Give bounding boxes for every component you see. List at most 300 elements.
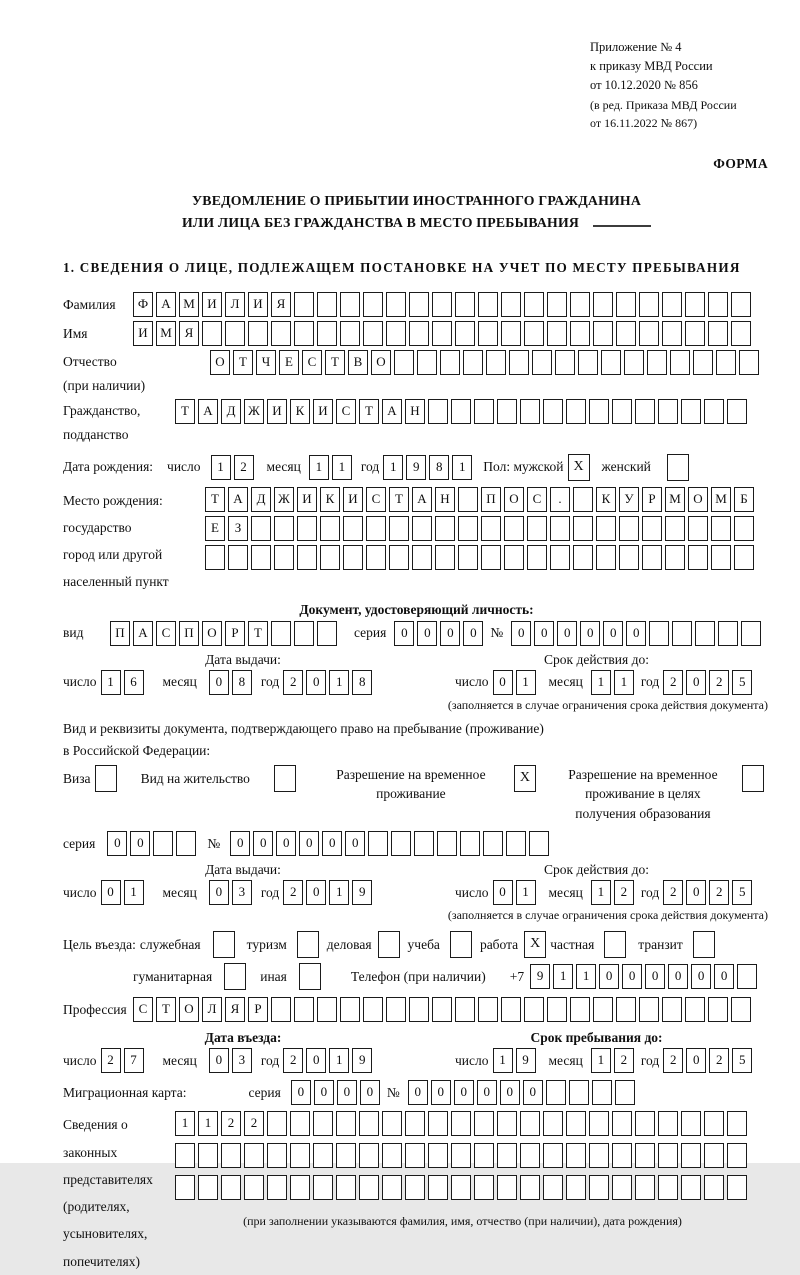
char-cell[interactable]: 9: [530, 964, 550, 989]
char-cell[interactable]: [501, 321, 521, 346]
char-cell[interactable]: О: [179, 997, 199, 1022]
iddoc-number-cells[interactable]: [511, 621, 764, 646]
char-cell[interactable]: [524, 292, 544, 317]
purpose-tourism-checkbox[interactable]: [297, 931, 319, 958]
char-cell[interactable]: [458, 545, 478, 570]
iddoc-valid-month-cells[interactable]: [591, 670, 637, 695]
char-cell[interactable]: [294, 292, 314, 317]
char-cell[interactable]: 2: [283, 1048, 303, 1073]
char-cell[interactable]: [601, 350, 621, 375]
char-cell[interactable]: 8: [352, 670, 372, 695]
char-cell[interactable]: А: [228, 487, 248, 512]
char-cell[interactable]: [317, 997, 337, 1022]
char-cell[interactable]: К: [290, 399, 310, 424]
char-cell[interactable]: С: [527, 487, 547, 512]
char-cell[interactable]: [320, 545, 340, 570]
char-cell[interactable]: Р: [225, 621, 245, 646]
profession-cells[interactable]: [133, 997, 754, 1022]
char-cell[interactable]: 1: [329, 670, 349, 695]
char-cell[interactable]: [198, 1175, 218, 1200]
char-cell[interactable]: [593, 292, 613, 317]
char-cell[interactable]: 0: [209, 1048, 229, 1073]
char-cell[interactable]: 0: [523, 1080, 543, 1105]
citizenship-cells[interactable]: [175, 399, 750, 424]
iddoc-valid-day-cells[interactable]: [493, 670, 539, 695]
char-cell[interactable]: [297, 545, 317, 570]
char-cell[interactable]: [340, 321, 360, 346]
char-cell[interactable]: [658, 1111, 678, 1136]
purpose-study-checkbox[interactable]: [450, 931, 472, 958]
char-cell[interactable]: С: [133, 997, 153, 1022]
char-cell[interactable]: 2: [614, 1048, 634, 1073]
entry-day-cells[interactable]: [101, 1048, 147, 1073]
char-cell[interactable]: [317, 621, 337, 646]
char-cell[interactable]: [555, 350, 575, 375]
char-cell[interactable]: 1: [452, 455, 472, 480]
char-cell[interactable]: 0: [463, 621, 483, 646]
resdoc-valid-day-cells[interactable]: [493, 880, 539, 905]
birthplace-cells-row1[interactable]: [205, 487, 757, 512]
char-cell[interactable]: 9: [352, 1048, 372, 1073]
char-cell[interactable]: 1: [591, 670, 611, 695]
char-cell[interactable]: [592, 1080, 612, 1105]
char-cell[interactable]: [596, 545, 616, 570]
char-cell[interactable]: [340, 997, 360, 1022]
char-cell[interactable]: [451, 1175, 471, 1200]
char-cell[interactable]: 1: [516, 670, 536, 695]
char-cell[interactable]: [527, 516, 547, 541]
char-cell[interactable]: [615, 1080, 635, 1105]
char-cell[interactable]: 1: [591, 880, 611, 905]
char-cell[interactable]: [417, 350, 437, 375]
char-cell[interactable]: [409, 321, 429, 346]
char-cell[interactable]: [596, 516, 616, 541]
char-cell[interactable]: [428, 1111, 448, 1136]
entry-month-cells[interactable]: [209, 1048, 255, 1073]
char-cell[interactable]: [570, 997, 590, 1022]
char-cell[interactable]: [153, 831, 173, 856]
char-cell[interactable]: 0: [394, 621, 414, 646]
char-cell[interactable]: 0: [360, 1080, 380, 1105]
char-cell[interactable]: [509, 350, 529, 375]
char-cell[interactable]: С: [336, 399, 356, 424]
char-cell[interactable]: [658, 1175, 678, 1200]
char-cell[interactable]: [635, 1143, 655, 1168]
char-cell[interactable]: 0: [493, 880, 513, 905]
char-cell[interactable]: [658, 399, 678, 424]
char-cell[interactable]: [504, 516, 524, 541]
char-cell[interactable]: 1: [198, 1111, 218, 1136]
char-cell[interactable]: 0: [345, 831, 365, 856]
char-cell[interactable]: [731, 292, 751, 317]
char-cell[interactable]: 0: [686, 880, 706, 905]
char-cell[interactable]: [175, 1143, 195, 1168]
char-cell[interactable]: [569, 1080, 589, 1105]
char-cell[interactable]: [547, 321, 567, 346]
char-cell[interactable]: [363, 292, 383, 317]
char-cell[interactable]: 1: [124, 880, 144, 905]
char-cell[interactable]: [681, 1111, 701, 1136]
char-cell[interactable]: [589, 1175, 609, 1200]
char-cell[interactable]: [547, 997, 567, 1022]
female-checkbox[interactable]: [667, 454, 689, 481]
char-cell[interactable]: А: [133, 621, 153, 646]
stay-month-cells[interactable]: [591, 1048, 637, 1073]
char-cell[interactable]: [205, 545, 225, 570]
char-cell[interactable]: [244, 1175, 264, 1200]
char-cell[interactable]: [202, 321, 222, 346]
char-cell[interactable]: [290, 1111, 310, 1136]
char-cell[interactable]: 0: [686, 670, 706, 695]
resdoc-number-cells[interactable]: [230, 831, 552, 856]
char-cell[interactable]: З: [228, 516, 248, 541]
iddoc-valid-year-cells[interactable]: [663, 670, 755, 695]
char-cell[interactable]: [228, 545, 248, 570]
char-cell[interactable]: 2: [709, 670, 729, 695]
char-cell[interactable]: [432, 997, 452, 1022]
char-cell[interactable]: 1: [553, 964, 573, 989]
char-cell[interactable]: 1: [591, 1048, 611, 1073]
char-cell[interactable]: [455, 292, 475, 317]
char-cell[interactable]: 1: [101, 670, 121, 695]
char-cell[interactable]: [290, 1143, 310, 1168]
char-cell[interactable]: [639, 292, 659, 317]
iddoc-issue-month-cells[interactable]: [209, 670, 255, 695]
char-cell[interactable]: [251, 545, 271, 570]
firstname-cells[interactable]: [133, 321, 754, 346]
char-cell[interactable]: [704, 1143, 724, 1168]
char-cell[interactable]: [386, 321, 406, 346]
char-cell[interactable]: 0: [603, 621, 623, 646]
char-cell[interactable]: [248, 321, 268, 346]
char-cell[interactable]: [435, 545, 455, 570]
char-cell[interactable]: [391, 831, 411, 856]
representatives-cells-row3[interactable]: [175, 1175, 750, 1200]
char-cell[interactable]: О: [504, 487, 524, 512]
char-cell[interactable]: С: [156, 621, 176, 646]
char-cell[interactable]: 0: [431, 1080, 451, 1105]
char-cell[interactable]: [566, 399, 586, 424]
char-cell[interactable]: [543, 1111, 563, 1136]
purpose-business-checkbox[interactable]: [378, 931, 400, 958]
char-cell[interactable]: 0: [209, 670, 229, 695]
char-cell[interactable]: [685, 292, 705, 317]
char-cell[interactable]: У: [619, 487, 639, 512]
char-cell[interactable]: [662, 321, 682, 346]
representatives-cells-row1[interactable]: [175, 1111, 750, 1136]
char-cell[interactable]: [271, 621, 291, 646]
iddoc-series-cells[interactable]: [394, 621, 486, 646]
char-cell[interactable]: 5: [732, 1048, 752, 1073]
char-cell[interactable]: [497, 1175, 517, 1200]
char-cell[interactable]: [520, 1143, 540, 1168]
char-cell[interactable]: М: [179, 292, 199, 317]
char-cell[interactable]: [437, 831, 457, 856]
representatives-cells-row2[interactable]: [175, 1143, 750, 1168]
purpose-other-checkbox[interactable]: [299, 963, 321, 990]
char-cell[interactable]: 1: [576, 964, 596, 989]
char-cell[interactable]: [428, 399, 448, 424]
char-cell[interactable]: [670, 350, 690, 375]
char-cell[interactable]: Я: [271, 292, 291, 317]
char-cell[interactable]: 2: [709, 1048, 729, 1073]
char-cell[interactable]: 0: [440, 621, 460, 646]
char-cell[interactable]: П: [110, 621, 130, 646]
char-cell[interactable]: [527, 545, 547, 570]
char-cell[interactable]: [685, 997, 705, 1022]
char-cell[interactable]: С: [366, 487, 386, 512]
purpose-humanitarian-checkbox[interactable]: [224, 963, 246, 990]
char-cell[interactable]: М: [665, 487, 685, 512]
char-cell[interactable]: Р: [248, 997, 268, 1022]
char-cell[interactable]: [497, 1111, 517, 1136]
char-cell[interactable]: Т: [156, 997, 176, 1022]
char-cell[interactable]: [734, 545, 754, 570]
char-cell[interactable]: [343, 545, 363, 570]
char-cell[interactable]: П: [179, 621, 199, 646]
char-cell[interactable]: С: [302, 350, 322, 375]
char-cell[interactable]: 0: [230, 831, 250, 856]
resdoc-valid-month-cells[interactable]: [591, 880, 637, 905]
char-cell[interactable]: [731, 997, 751, 1022]
char-cell[interactable]: [612, 1175, 632, 1200]
migcard-number-cells[interactable]: [408, 1080, 638, 1105]
char-cell[interactable]: [271, 321, 291, 346]
char-cell[interactable]: [458, 487, 478, 512]
char-cell[interactable]: [734, 516, 754, 541]
char-cell[interactable]: 8: [232, 670, 252, 695]
char-cell[interactable]: 0: [534, 621, 554, 646]
char-cell[interactable]: Н: [405, 399, 425, 424]
char-cell[interactable]: [647, 350, 667, 375]
char-cell[interactable]: 3: [232, 880, 252, 905]
char-cell[interactable]: [708, 321, 728, 346]
char-cell[interactable]: [297, 516, 317, 541]
char-cell[interactable]: 8: [429, 455, 449, 480]
char-cell[interactable]: [474, 1111, 494, 1136]
char-cell[interactable]: [704, 1175, 724, 1200]
char-cell[interactable]: [711, 516, 731, 541]
char-cell[interactable]: [460, 831, 480, 856]
char-cell[interactable]: [543, 1175, 563, 1200]
char-cell[interactable]: Т: [233, 350, 253, 375]
char-cell[interactable]: [524, 997, 544, 1022]
char-cell[interactable]: 0: [580, 621, 600, 646]
char-cell[interactable]: [693, 350, 713, 375]
char-cell[interactable]: 1: [329, 1048, 349, 1073]
char-cell[interactable]: [251, 516, 271, 541]
stay-day-cells[interactable]: [493, 1048, 539, 1073]
char-cell[interactable]: 2: [234, 455, 254, 480]
char-cell[interactable]: [313, 1175, 333, 1200]
char-cell[interactable]: Р: [642, 487, 662, 512]
char-cell[interactable]: [616, 292, 636, 317]
char-cell[interactable]: Ч: [256, 350, 276, 375]
char-cell[interactable]: [727, 399, 747, 424]
char-cell[interactable]: [405, 1143, 425, 1168]
char-cell[interactable]: [589, 1143, 609, 1168]
char-cell[interactable]: Т: [205, 487, 225, 512]
purpose-private-checkbox[interactable]: [604, 931, 626, 958]
char-cell[interactable]: [681, 1143, 701, 1168]
char-cell[interactable]: 2: [663, 880, 683, 905]
char-cell[interactable]: [359, 1111, 379, 1136]
char-cell[interactable]: 0: [408, 1080, 428, 1105]
char-cell[interactable]: [727, 1143, 747, 1168]
char-cell[interactable]: [294, 321, 314, 346]
char-cell[interactable]: [412, 545, 432, 570]
char-cell[interactable]: [550, 545, 570, 570]
char-cell[interactable]: [589, 399, 609, 424]
char-cell[interactable]: [635, 1111, 655, 1136]
char-cell[interactable]: 0: [306, 880, 326, 905]
char-cell[interactable]: [428, 1175, 448, 1200]
purpose-transit-checkbox[interactable]: [693, 931, 715, 958]
iddoc-issue-year-cells[interactable]: [283, 670, 375, 695]
char-cell[interactable]: 0: [101, 880, 121, 905]
char-cell[interactable]: 0: [107, 831, 127, 856]
char-cell[interactable]: [451, 399, 471, 424]
char-cell[interactable]: [524, 321, 544, 346]
char-cell[interactable]: 3: [232, 1048, 252, 1073]
char-cell[interactable]: 0: [622, 964, 642, 989]
char-cell[interactable]: 0: [691, 964, 711, 989]
char-cell[interactable]: 1: [332, 455, 352, 480]
char-cell[interactable]: [386, 292, 406, 317]
entry-year-cells[interactable]: [283, 1048, 375, 1073]
char-cell[interactable]: А: [156, 292, 176, 317]
char-cell[interactable]: [382, 1111, 402, 1136]
char-cell[interactable]: 2: [221, 1111, 241, 1136]
char-cell[interactable]: [566, 1111, 586, 1136]
char-cell[interactable]: О: [371, 350, 391, 375]
char-cell[interactable]: [589, 1111, 609, 1136]
char-cell[interactable]: [695, 621, 715, 646]
resdoc-issue-month-cells[interactable]: [209, 880, 255, 905]
surname-cells[interactable]: [133, 292, 754, 317]
char-cell[interactable]: 2: [663, 1048, 683, 1073]
char-cell[interactable]: [681, 399, 701, 424]
char-cell[interactable]: [665, 545, 685, 570]
char-cell[interactable]: [529, 831, 549, 856]
char-cell[interactable]: 2: [101, 1048, 121, 1073]
char-cell[interactable]: [386, 997, 406, 1022]
char-cell[interactable]: [662, 292, 682, 317]
char-cell[interactable]: [616, 321, 636, 346]
residence-permit-checkbox[interactable]: [274, 765, 296, 792]
char-cell[interactable]: 2: [283, 880, 303, 905]
char-cell[interactable]: [432, 292, 452, 317]
char-cell[interactable]: И: [202, 292, 222, 317]
char-cell[interactable]: 2: [244, 1111, 264, 1136]
resdoc-issue-year-cells[interactable]: [283, 880, 375, 905]
char-cell[interactable]: [313, 1143, 333, 1168]
char-cell[interactable]: [451, 1143, 471, 1168]
temp-residence-checkbox[interactable]: X: [514, 765, 536, 792]
char-cell[interactable]: 0: [417, 621, 437, 646]
char-cell[interactable]: [405, 1175, 425, 1200]
char-cell[interactable]: [455, 997, 475, 1022]
char-cell[interactable]: И: [343, 487, 363, 512]
char-cell[interactable]: О: [202, 621, 222, 646]
char-cell[interactable]: [566, 1143, 586, 1168]
char-cell[interactable]: 2: [709, 880, 729, 905]
char-cell[interactable]: 1: [211, 455, 231, 480]
char-cell[interactable]: [244, 1143, 264, 1168]
char-cell[interactable]: [543, 1143, 563, 1168]
char-cell[interactable]: [294, 997, 314, 1022]
char-cell[interactable]: [363, 321, 383, 346]
char-cell[interactable]: [474, 1175, 494, 1200]
char-cell[interactable]: И: [267, 399, 287, 424]
birthplace-cells-row2[interactable]: [205, 516, 757, 541]
char-cell[interactable]: [175, 1175, 195, 1200]
char-cell[interactable]: [313, 1111, 333, 1136]
char-cell[interactable]: [624, 350, 644, 375]
birth-day-cells[interactable]: [211, 455, 257, 480]
char-cell[interactable]: К: [320, 487, 340, 512]
char-cell[interactable]: Т: [248, 621, 268, 646]
char-cell[interactable]: [619, 545, 639, 570]
char-cell[interactable]: [566, 1175, 586, 1200]
char-cell[interactable]: [546, 1080, 566, 1105]
char-cell[interactable]: [221, 1175, 241, 1200]
char-cell[interactable]: 1: [309, 455, 329, 480]
char-cell[interactable]: [366, 516, 386, 541]
char-cell[interactable]: М: [156, 321, 176, 346]
char-cell[interactable]: 0: [626, 621, 646, 646]
char-cell[interactable]: [432, 321, 452, 346]
char-cell[interactable]: [547, 292, 567, 317]
char-cell[interactable]: 2: [283, 670, 303, 695]
char-cell[interactable]: И: [313, 399, 333, 424]
char-cell[interactable]: [483, 831, 503, 856]
char-cell[interactable]: 0: [511, 621, 531, 646]
char-cell[interactable]: [501, 997, 521, 1022]
char-cell[interactable]: 1: [614, 670, 634, 695]
char-cell[interactable]: [543, 399, 563, 424]
char-cell[interactable]: [665, 516, 685, 541]
char-cell[interactable]: [612, 1143, 632, 1168]
char-cell[interactable]: [336, 1143, 356, 1168]
char-cell[interactable]: Д: [251, 487, 271, 512]
char-cell[interactable]: [716, 350, 736, 375]
char-cell[interactable]: [225, 321, 245, 346]
char-cell[interactable]: [649, 621, 669, 646]
char-cell[interactable]: [340, 292, 360, 317]
char-cell[interactable]: А: [412, 487, 432, 512]
char-cell[interactable]: О: [688, 487, 708, 512]
phone-cells[interactable]: [530, 964, 760, 989]
char-cell[interactable]: 0: [493, 670, 513, 695]
patronymic-cells[interactable]: [210, 350, 762, 375]
char-cell[interactable]: [481, 516, 501, 541]
char-cell[interactable]: 0: [337, 1080, 357, 1105]
char-cell[interactable]: 1: [329, 880, 349, 905]
char-cell[interactable]: [455, 321, 475, 346]
char-cell[interactable]: [359, 1143, 379, 1168]
char-cell[interactable]: [486, 350, 506, 375]
char-cell[interactable]: [550, 516, 570, 541]
char-cell[interactable]: [573, 516, 593, 541]
migcard-series-cells[interactable]: [291, 1080, 383, 1105]
char-cell[interactable]: [532, 350, 552, 375]
char-cell[interactable]: [474, 1143, 494, 1168]
char-cell[interactable]: 0: [253, 831, 273, 856]
char-cell[interactable]: [359, 1175, 379, 1200]
char-cell[interactable]: [639, 321, 659, 346]
char-cell[interactable]: [635, 399, 655, 424]
